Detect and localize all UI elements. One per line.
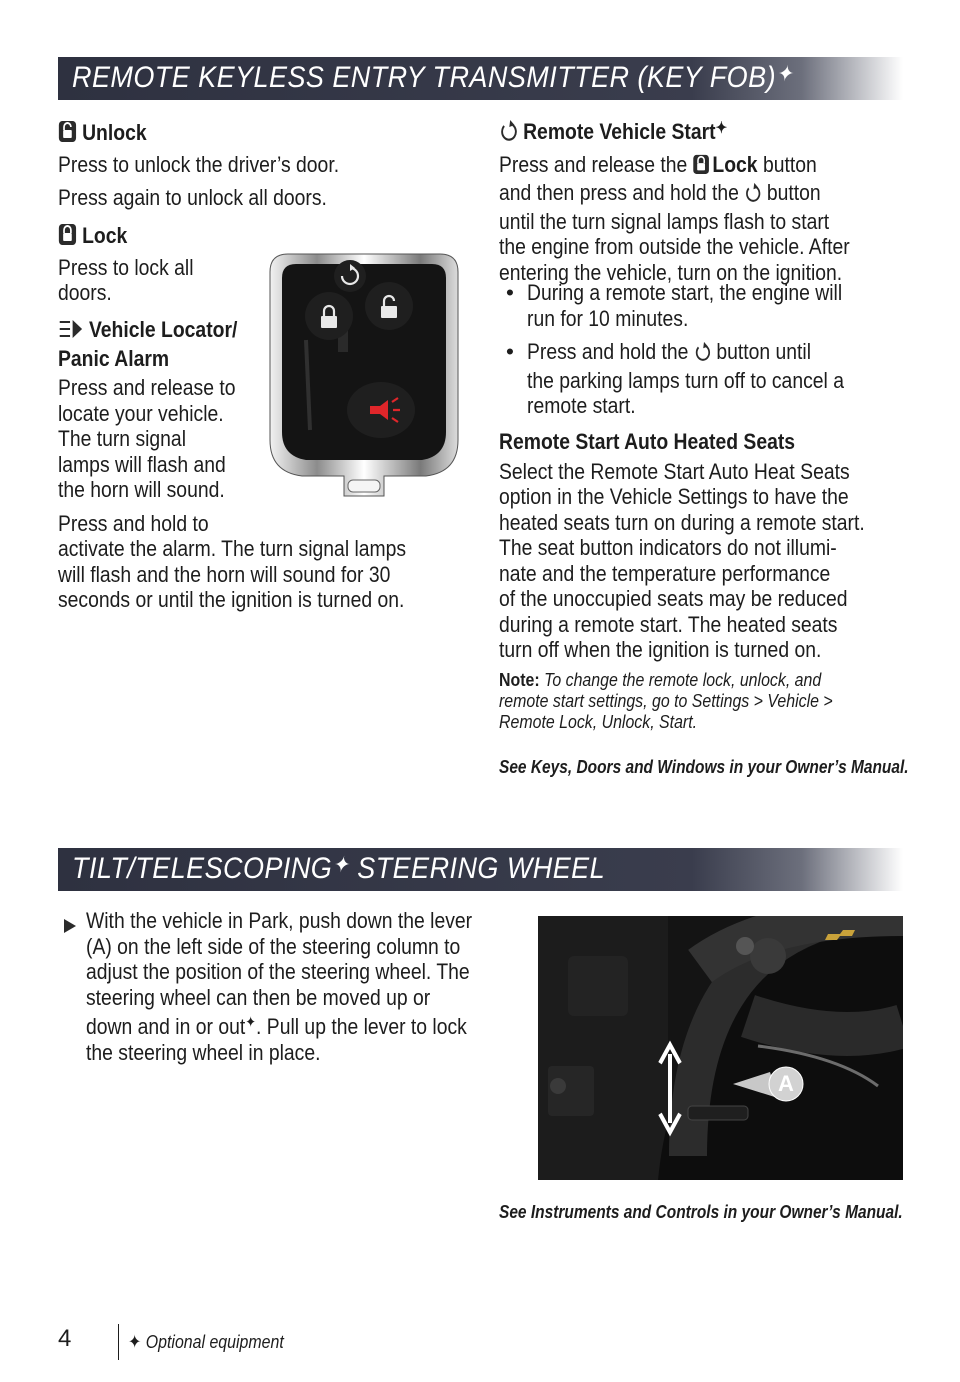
bullet-1-line-2: run for 10 minutes.	[527, 305, 689, 331]
unlock-heading: Unlock	[82, 120, 147, 145]
note-block	[499, 669, 887, 732]
heated-line-5: nate and the temperature performance	[499, 560, 831, 586]
heated-line-3: heated seats turn on during a remote start.	[499, 509, 865, 535]
section-banner-key-fob	[58, 57, 903, 100]
arrow-bullet-icon	[64, 913, 76, 939]
bullet-1-line-1: During a remote start, the engine will	[527, 280, 843, 305]
unlock-text-1: Press to unlock the driver’s door.	[58, 151, 340, 177]
lock-icon	[693, 153, 710, 181]
rvs-text-2a: and then press and hold the	[499, 180, 745, 205]
heated-seats-heading: Remote Start Auto Heated Seats	[499, 429, 796, 454]
unlock-text-2: Press again to unlock all doors.	[58, 185, 327, 210]
heated-seats-block	[499, 429, 924, 663]
tilt-line-5b: . Pull up the lever to lock	[256, 1014, 467, 1039]
rvs-text-3: until the turn signal lamps flash to start	[499, 208, 830, 234]
optional-mark: ✦	[715, 120, 728, 137]
section-title-a: TILT/TELESCOPING	[72, 852, 333, 885]
alarm-text-2: activate the alarm. The turn signal lamps	[58, 536, 407, 561]
lock-icon	[58, 222, 77, 252]
unlock-icon	[58, 119, 77, 149]
unlock-block	[58, 119, 385, 211]
bullet-2-text-a: Press and hold the	[527, 339, 694, 364]
vehicle-locator-icon	[58, 318, 84, 346]
rvs-text-4: the engine from outside the vehicle. After	[499, 234, 850, 259]
section-title: REMOTE KEYLESS ENTRY TRANSMITTER (KEY FOB)	[72, 61, 777, 94]
panic-alarm-heading: Panic Alarm	[58, 345, 170, 371]
page-number: 4	[58, 1325, 72, 1352]
vehicle-locator-heading: Vehicle Locator/	[88, 317, 238, 342]
note-line-2: remote start settings, go to Settings > Vehicle >	[499, 690, 833, 711]
rvs-text-5: entering the vehicle, turn on the ignition.	[499, 259, 843, 285]
alarm-text-1: Press and hold to	[58, 510, 209, 536]
heated-line-1: Select the Remote Start Auto Heat Seats	[499, 458, 850, 484]
see-keys-reference: See Keys, Doors and Windows in your Owner’s Manual.	[499, 757, 909, 777]
heated-line-7: during a remote start. The heated seats	[499, 611, 838, 637]
note-label: Note:	[499, 669, 540, 690]
heated-line-6: of the unoccupied seats may be reduced	[499, 586, 848, 611]
heated-line-2: option in the Vehicle Settings to have the	[499, 484, 849, 509]
tilt-line-1: With the vehicle in Park, push down the lever	[86, 908, 473, 933]
rvs-lock-word: Lock	[712, 151, 758, 177]
locator-text-5: the horn will sound.	[58, 477, 225, 502]
lever-callout-label: A	[778, 1071, 794, 1096]
remote-start-block	[499, 116, 907, 285]
lock-block	[58, 222, 216, 306]
remote-start-bullets	[506, 280, 901, 419]
tilt-line-3: adjust the position of the steering wheel. The	[86, 959, 470, 984]
footer-divider	[118, 1324, 119, 1360]
remote-start-icon	[694, 340, 711, 368]
bullet-item: • Press and hold the button until the parking lamps turn off to cancel a remote start.	[506, 339, 901, 419]
lock-text-2: doors.	[58, 280, 112, 305]
rvs-text-1a: Press and release the	[499, 151, 693, 177]
remote-start-icon	[499, 118, 518, 148]
section-title-b: STEERING WHEEL	[349, 852, 606, 885]
bullet-2-line-2: the parking lamps turn off to cancel a	[527, 367, 844, 393]
bullet-item: • During a remote start, the engine will run for 10 minutes.	[506, 280, 901, 331]
bullet-2-text-b: button until	[710, 339, 812, 364]
locator-text-4: lamps will flash and	[58, 451, 226, 477]
locator-text-2: locate your vehicle.	[58, 400, 224, 426]
optional-equipment-label: Optional equipment	[145, 1331, 284, 1352]
section-banner-steering	[58, 848, 903, 891]
key-fob-image	[266, 250, 462, 502]
tilt-text-block	[64, 908, 535, 1065]
lock-text-1: Press to lock all	[58, 254, 194, 280]
remote-start-icon	[744, 181, 761, 209]
tilt-line-4: steering wheel can then be moved up or	[86, 984, 431, 1010]
lock-heading: Lock	[82, 223, 128, 248]
tilt-line-2: (A) on the left side of the steering column to	[86, 933, 461, 959]
optional-mark: ✦	[776, 61, 794, 86]
optional-mark: ✦	[245, 1014, 257, 1031]
footer-note	[128, 1331, 309, 1352]
note-line-3: Remote Lock, Unlock, Start.	[499, 711, 698, 732]
tilt-line-6: the steering wheel in place.	[86, 1039, 321, 1065]
remote-start-heading: Remote Vehicle Start	[523, 119, 716, 144]
rvs-text-2b: button	[761, 180, 821, 205]
optional-mark: ✦	[332, 852, 350, 877]
alarm-text-3: will flash and the horn will sound for 30	[58, 561, 391, 587]
locator-text-1: Press and release to	[58, 375, 236, 400]
heated-line-8: turn off when the ignition is turned on.	[499, 637, 822, 662]
heated-line-4: The seat button indicators do not illumi-	[499, 535, 837, 560]
optional-mark: ✦	[128, 1331, 142, 1352]
note-line-1: To change the remote lock, unlock, and	[539, 669, 822, 690]
alarm-text-4: seconds or until the ignition is turned on.	[58, 587, 405, 612]
tilt-line-5a: down and in or out	[86, 1014, 246, 1039]
bullet-2-line-3: remote start.	[527, 393, 636, 418]
see-instruments-reference: See Instruments and Controls in your Owner’s Manual.	[499, 1202, 903, 1222]
steering-wheel-photo	[538, 916, 903, 1180]
rvs-text-1c: button	[757, 151, 817, 177]
locator-text-3: The turn signal	[58, 426, 187, 451]
